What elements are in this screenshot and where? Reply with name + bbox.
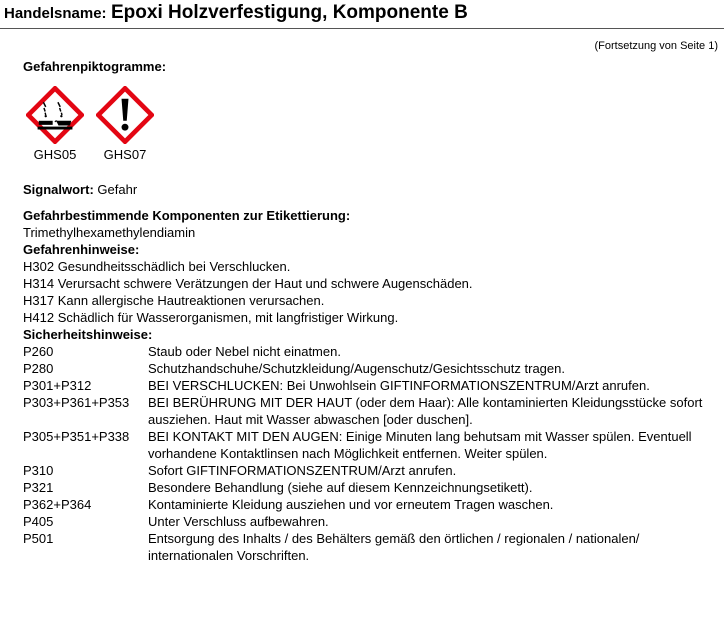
precaution-code: P303+P361+P353 xyxy=(23,395,130,410)
precaution-row xyxy=(23,394,713,428)
pictogram-row xyxy=(23,86,713,163)
hazard-statement: H302 Gesundheitsschädlich bei Verschlucken. xyxy=(23,259,291,274)
precaution-code: P362+P364 xyxy=(23,497,92,512)
hazard-heading: Gefahrenhinweise: xyxy=(23,242,140,257)
precaution-row xyxy=(23,479,713,496)
product-title: Epoxi Holzverfestigung, Komponente B xyxy=(111,2,468,23)
pictograms-heading: Gefahrenpiktogramme: xyxy=(23,59,167,74)
precaution-code: P321 xyxy=(23,480,54,495)
precaution-code: P405 xyxy=(23,514,54,529)
signal-word-value: Gefahr xyxy=(97,182,138,197)
signal-word xyxy=(23,181,713,198)
precaution-text: Entsorgung des Inhalts / des Behälters gemäß den örtlichen / regionalen / nationalen/ internationalen Vorschriften. xyxy=(148,531,640,563)
precaution-text: BEI KONTAKT MIT DEN AUGEN: Einige Minuten lang behutsam mit Wasser spülen. Eventuell vorhandene Kontaktlinsen nach Möglichkeit entfernen. Weiter spülen. xyxy=(148,429,692,461)
precaution-text: BEI VERSCHLUCKEN: Bei Unwohlsein GIFTINFORMATIONSZENTRUM/Arzt anrufen. xyxy=(148,378,650,393)
continuation-note: (Fortsetzung von Seite 1) xyxy=(594,40,718,52)
signal-word-label: Signalwort: xyxy=(23,182,94,197)
precaution-heading: Sicherheitshinweise: xyxy=(23,327,153,342)
header-divider xyxy=(0,28,724,29)
precaution-text: Sofort GIFTINFORMATIONSZENTRUM/Arzt anrufen. xyxy=(148,463,457,478)
precaution-row xyxy=(23,343,713,360)
pictogram-code: GHS07 xyxy=(103,147,147,162)
hazard-statement: H314 Verursacht schwere Verätzungen der Haut und schwere Augenschäden. xyxy=(23,276,473,291)
precaution-code: P301+P312 xyxy=(23,378,92,393)
components-value: Trimethylhexamethylendiamin xyxy=(23,225,196,240)
precaution-text: Schutzhandschuhe/Schutzkleidung/Augenschutz/Gesichtsschutz tragen. xyxy=(148,361,565,376)
label-section xyxy=(23,58,713,564)
precaution-code: P280 xyxy=(23,361,54,376)
pictogram-code: GHS05 xyxy=(33,147,77,162)
precaution-row xyxy=(23,496,713,513)
precaution-row xyxy=(23,530,713,564)
corrosion-icon xyxy=(26,86,84,144)
precaution-code: P305+P351+P338 xyxy=(23,429,130,444)
precaution-code: P501 xyxy=(23,531,54,546)
precaution-row xyxy=(23,428,713,462)
precaution-row xyxy=(23,360,713,377)
precaution-text: Staub oder Nebel nicht einatmen. xyxy=(148,344,341,359)
precaution-row xyxy=(23,377,713,394)
precaution-row xyxy=(23,513,713,530)
hazard-statement: H412 Schädlich für Wasserorganismen, mit langfristiger Wirkung. xyxy=(23,310,399,325)
precaution-code: P310 xyxy=(23,463,54,478)
precaution-text: Besondere Behandlung (siehe auf diesem Kennzeichnungsetikett). xyxy=(148,480,533,495)
precaution-text: Kontaminierte Kleidung ausziehen und vor erneutem Tragen waschen. xyxy=(148,497,554,512)
pictogram-ghs07 xyxy=(93,86,157,163)
precaution-row xyxy=(23,462,713,479)
exclamation-mark-icon xyxy=(96,86,154,144)
pictogram-ghs05 xyxy=(23,86,87,163)
trade-name-label: Handelsname: xyxy=(4,5,107,22)
hazard-statement: H317 Kann allergische Hautreaktionen verursachen. xyxy=(23,293,325,308)
precaution-code: P260 xyxy=(23,344,54,359)
precaution-text: BEI BERÜHRUNG MIT DER HAUT (oder dem Haar): Alle kontaminierten Kleidungsstücke sofort ausziehen. Haut mit Wasser abwaschen [oder duschen]. xyxy=(148,395,703,427)
precaution-text: Unter Verschluss aufbewahren. xyxy=(148,514,329,529)
document-header xyxy=(4,2,468,24)
components-heading: Gefahrbestimmende Komponenten zur Etikettierung: xyxy=(23,208,351,223)
